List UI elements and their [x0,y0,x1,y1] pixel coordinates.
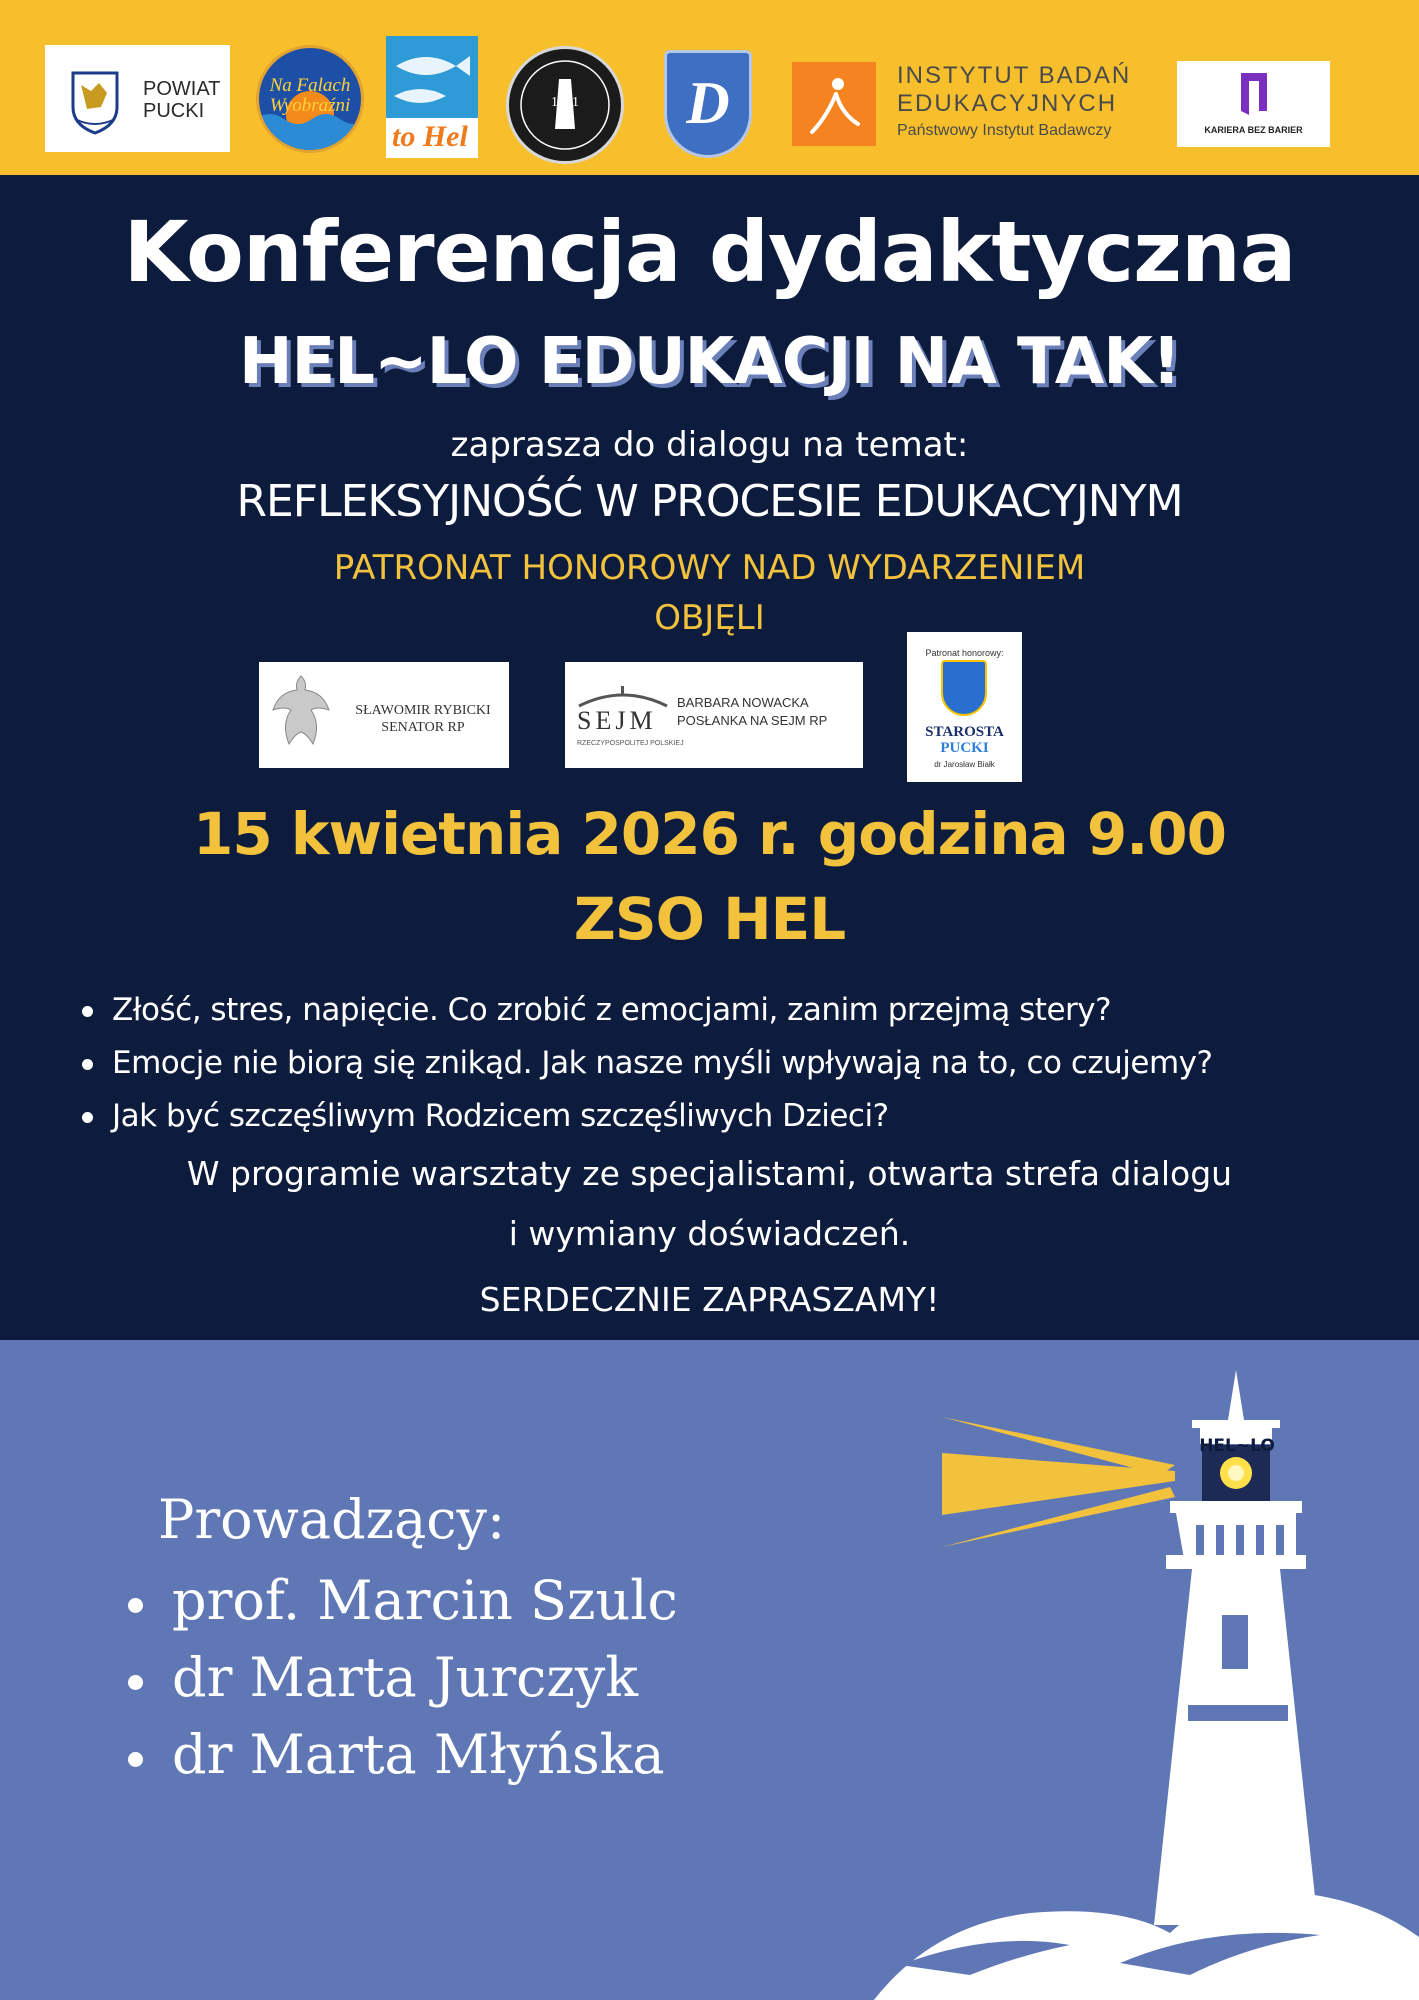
ibe-line-1: INSTYTUT BADAŃ [897,62,1132,89]
invite-text: zaprasza do dialogu na temat: [450,425,969,465]
na-falach-logo [256,45,364,153]
patron-nowacka-card [565,662,863,768]
liceum-year: 1991 [551,95,579,110]
patron-starosta-card [907,632,1022,782]
to-hel-logo [386,36,478,158]
conference-topic: REFLEKSYJNOŚĆ W PROCESIE EDUKACYJNYM [236,476,1183,527]
patron-rybicki-text: SŁAWOMIR RYBICKI SENATOR RP [355,703,491,735]
na-falach-text: Na Falach Wyobraźni [269,75,351,116]
ibe-logo-mark [792,62,876,146]
leaders-title: Prowadzący: [158,1488,506,1551]
ibe-line-2: EDUKACYJNYCH [897,90,1118,117]
lighthouse-label: HEL~LO [1199,1436,1275,1456]
conference-title: Konferencja dydaktyczna [123,203,1296,301]
event-name: HEL~LO EDUKACJI NA TAK! [238,325,1181,399]
ibe-line-3: Państwowy Instytut Badawczy [897,122,1112,139]
topic-item: Złość, stres, napięcie. Co zrobić z emocjami, zanim przejmą stery? [78,984,1398,1037]
welcome-text: SERDECZNIE ZAPRASZAMY! [479,1280,940,1319]
event-place: ZSO HEL [573,885,846,953]
powiat-pucki-logo [45,45,230,152]
starosta-title: STAROSTA [925,724,1004,740]
ibe-logo-text [897,62,1157,140]
powiat-logo-text: POWIAT PUCKI [143,78,221,122]
event-date: 15 kwietnia 2026 r. godzina 9.00 [193,800,1226,868]
hel-shield-logo [664,50,752,158]
to-hel-text: to Hel [392,120,468,153]
program-line-2: i wymiany doświadczeń. [508,1214,911,1253]
patronage-heading-2: OBJĘLI [654,598,765,638]
kariera-text: KARIERA BEZ BARIER [1204,125,1303,135]
shield-letter-icon: D [686,70,730,136]
kariera-bez-barier-logo [1177,61,1330,147]
sejm-sub: RZECZYPOSPOLITEJ POLSKIEJ [577,740,684,747]
eagle-emblem-icon [259,662,343,768]
leaders-list [118,1562,678,1793]
sejm-mark: SEJM [577,706,657,735]
starosta-heading: Patronat honorowy: [925,648,1004,658]
leader-item: prof. Marcin Szulc [118,1562,678,1639]
puck-crest-icon [941,660,987,716]
leader-item: dr Marta Młyńska [118,1716,678,1793]
patron-nowacka-text: BARBARA NOWACKA POSŁANKA NA SEJM RP [677,695,828,728]
ibe-figure-icon [792,62,876,146]
starosta-county: PUCKI [940,740,989,756]
liceum-logo [506,46,624,164]
patronage-heading-1: PATRONAT HONOROWY NAD WYDARZENIEM [333,548,1086,588]
program-line-1: W programie warsztaty ze specjalistami, otwarta strefa dialogu [186,1154,1233,1193]
lighthouse-icon [870,1365,1419,2000]
leader-item: dr Marta Jurczyk [118,1639,678,1716]
topic-item: Emocje nie biorą się znikąd. Jak nasze myśli wpływają na to, co czujemy? [78,1037,1398,1090]
topic-item: Jak być szczęśliwym Rodzicem szczęśliwych Dzieci? [78,1090,1398,1143]
logo-bar [0,0,1419,175]
patron-rybicki-card [259,662,509,768]
topics-list [78,984,1398,1143]
starosta-name: dr Jarosław Białk [934,760,995,769]
